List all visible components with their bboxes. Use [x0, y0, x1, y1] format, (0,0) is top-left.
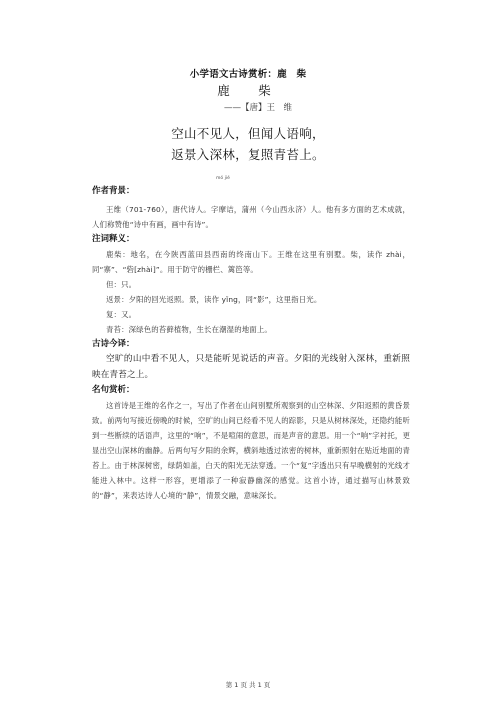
ruby-annotation: mó jié	[216, 176, 230, 181]
note-item: 复：又。	[106, 310, 137, 319]
document-title: 小学语文古诗赏析：鹿 柴	[189, 69, 307, 80]
note-item: 但：只。	[106, 280, 137, 289]
document-body	[92, 184, 410, 503]
author-paragraph: 王维（701-760），唐代诗人。字摩诘，蒲州（今山西永济）人。他有多方面的艺术成就，人们称赞他“诗中有画，画中有诗”。	[92, 205, 410, 229]
poem-title: 鹿 柴	[217, 83, 279, 98]
translation-section-title: 古诗今译：	[92, 339, 135, 349]
appreciation-section-title: 名句赏析：	[92, 385, 135, 395]
poem-author: ——【唐】王 维	[223, 103, 292, 113]
poem-line-2: 返景入深林，复照青苔上。	[171, 147, 325, 162]
translation-paragraph: 空旷的山中看不见人，只是能听见说话的声音。夕阳的光线射入深林，重新照映在青苔之上。	[92, 354, 410, 380]
notes-section-title: 注词释义：	[92, 234, 135, 244]
note-item: 返景：夕阳的回光返照。景，读作 yǐng，同“影”，这里指日光。	[106, 295, 322, 304]
page-footer: 第 1 页 共 1 页	[225, 681, 271, 689]
poem-line-1: 空山不见人，但闻人语响，	[171, 126, 325, 141]
note-item: 青苔：深绿色的苔藓植物，生长在潮湿的地面上。	[106, 325, 272, 334]
appreciation-paragraph: 这首诗是王维的名作之一，写出了作者在山间别墅所观察到的山空林深、夕阳返照的黄昏景致。前两句写接近傍晚的时候，空旷的山间已经看不见人的踪影，只是从树林深处，还隐约能听到一些断续的话语声，这里的“响”，不是喧闹的意思，而是声音的意思。用一个“响”字衬托，更显出空山深林的幽静。后两句写夕阳的余辉，横斜地透过浓密的树林，重新照射在贴近地面的青苔上。由于林深树密，绿荫如盖，白天的阳光无法穿透。一个“复”字透出只有早晚横射的光线才能进入林中。这样一形容，更增添了一种寂静幽深的感觉。这首小诗，通过描写山林景致的“静”，来表达诗人心境的“静”，情景交融，意味深长。	[92, 401, 410, 500]
note-item: 鹿柴：地名，在今陕西蓝田县西南的终南山下。王维在这里有别墅。柴，读作 zhài，同“寨”、“砦[zhài]”。用于防守的栅栏、篱笆等。	[92, 250, 410, 274]
author-section-title: 作者背景：	[92, 186, 135, 196]
